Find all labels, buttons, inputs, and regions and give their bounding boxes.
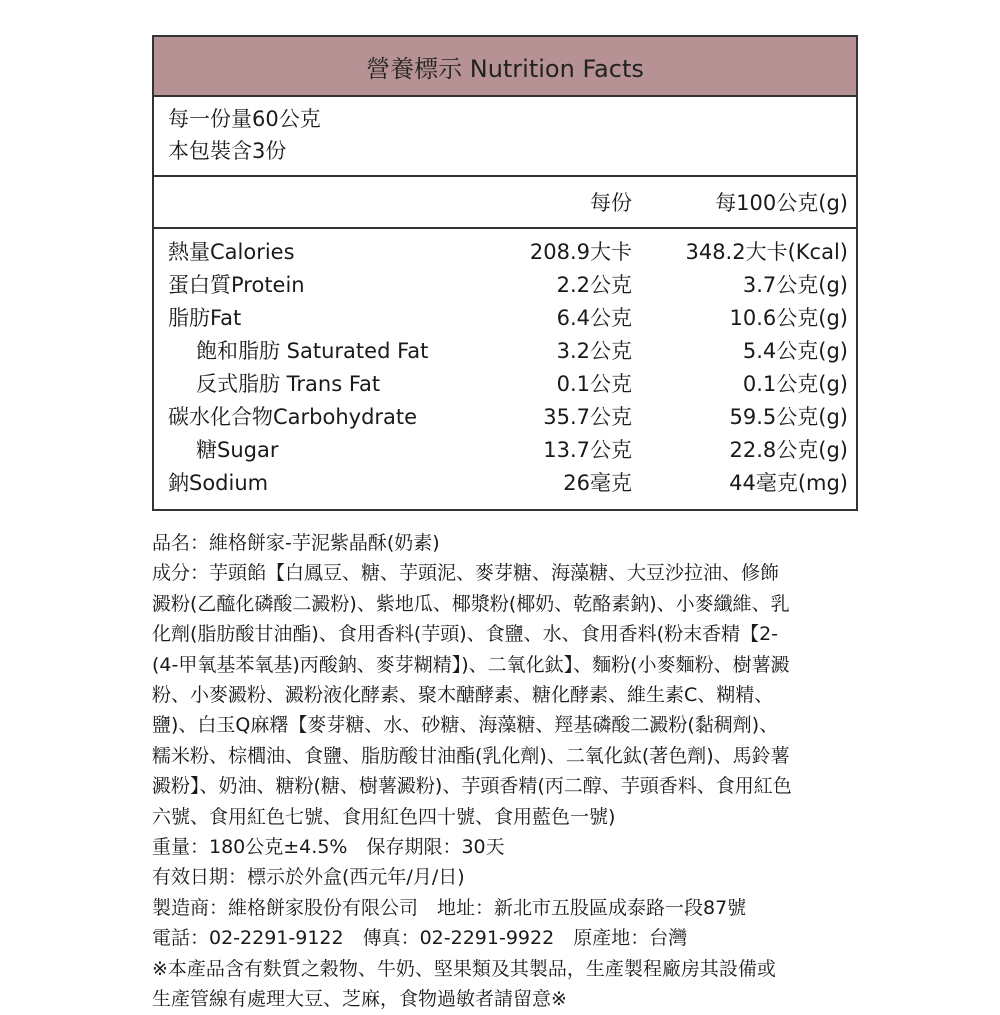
ingredients-line: 糯米粉、棕櫚油、食鹽、脂肪酸甘油酯(乳化劑)、二氧化鈦(著色劑)、馬鈴薯 — [152, 744, 790, 767]
nutrient-per-serving: 3.2公克 — [556, 339, 632, 363]
nutrient-per-serving: 13.7公克 — [543, 438, 632, 462]
nutrient-row-sodium — [154, 467, 856, 500]
ingredients-line: 澱粉(乙醯化磷酸二澱粉)、紫地瓜、椰漿粉(椰奶、乾酪素鈉)、小麥纖維、乳 — [152, 592, 790, 615]
column-per-100g: 每100公克(g) — [715, 191, 848, 215]
nutrition-facts-title: 營養標示 Nutrition Facts — [154, 37, 856, 97]
servings-per-pack: 本包裝含3份 — [168, 139, 287, 163]
nutrient-per-100g: 3.7公克(g) — [742, 273, 848, 297]
nutrient-label: 飽和脂肪 Saturated Fat — [196, 339, 429, 363]
column-headers — [154, 177, 856, 229]
nutrient-label: 熱量Calories — [168, 240, 295, 264]
ingredients-line: 化劑(脂肪酸甘油酯)、食用香料(芋頭)、食鹽、水、食用香料(粉末香精【2- — [152, 623, 779, 646]
nutrient-row-fat — [154, 302, 856, 335]
nutrient-row-carbohydrate — [154, 401, 856, 434]
nutrition-facts-panel — [152, 35, 858, 511]
nutrient-per-serving: 208.9大卡 — [529, 240, 632, 264]
nutrient-row-calories — [154, 236, 856, 269]
column-per-serving: 每份 — [590, 191, 632, 215]
nutrient-label: 反式脂肪 Trans Fat — [196, 372, 381, 396]
ingredients-line: 澱粉】、奶油、糖粉(糖、樹薯澱粉)、芋頭香精(丙二醇、芋頭香料、食用紅色 — [152, 775, 792, 798]
nutrient-per-serving: 6.4公克 — [556, 306, 632, 330]
nutrient-per-100g: 10.6公克(g) — [729, 306, 848, 330]
nutrient-label: 碳水化合物Carbohydrate — [168, 405, 418, 429]
weight-shelf-life-line: 重量：180公克±4.5% 保存期限：30天 — [152, 836, 505, 859]
nutrient-label: 蛋白質Protein — [168, 273, 305, 297]
nutrient-row-trans-fat — [154, 368, 856, 401]
contact-line: 電話：02-2291-9122 傳真：02-2291-9922 原產地：台灣 — [152, 927, 688, 950]
serving-size: 每一份量60公克 — [168, 107, 321, 131]
nutrient-per-serving: 26毫克 — [563, 471, 632, 495]
nutrient-per-100g: 44毫克(mg) — [729, 471, 848, 495]
ingredients-line: (4-甲氧基苯氧基)丙酸鈉、麥芽糊精】)、二氧化鈦】、麵粉(小麥麵粉、樹薯澱 — [152, 653, 790, 676]
product-info — [152, 528, 872, 1015]
expiry-date-line: 有效日期：標示於外盒(西元年/月/日) — [152, 866, 465, 889]
ingredients-line: 六號、食用紅色七號、食用紅色四十號、食用藍色一號) — [152, 805, 616, 828]
product-name-line: 品名：維格餅家-芋泥紫晶酥(奶素) — [152, 532, 440, 554]
nutrient-per-serving: 2.2公克 — [556, 273, 632, 297]
nutrient-label: 脂肪Fat — [168, 306, 242, 330]
ingredients-line: 鹽)、白玉Q麻糬【麥芽糖、水、砂糖、海藻糖、羥基磷酸二澱粉(黏稠劑)、 — [152, 714, 779, 737]
nutrient-per-100g: 22.8公克(g) — [729, 438, 848, 462]
nutrient-row-sugar — [154, 434, 856, 467]
nutrient-row-protein — [154, 269, 856, 302]
nutrient-per-100g: 348.2大卡(Kcal) — [685, 240, 848, 264]
ingredients-line: 成分：芋頭餡【白鳳豆、糖、芋頭泥、麥芽糖、海藻糖、大豆沙拉油、修飾 — [152, 562, 780, 585]
allergen-notice-line: 生產管線有處理大豆、芝麻，食物過敏者請留意※ — [152, 988, 567, 1011]
serving-info — [154, 97, 856, 177]
nutrient-per-100g: 5.4公克(g) — [742, 339, 848, 363]
nutrient-per-serving: 0.1公克 — [556, 372, 632, 396]
nutrient-per-serving: 35.7公克 — [543, 405, 632, 429]
nutrient-label: 糖Sugar — [196, 438, 279, 462]
manufacturer-line: 製造商：維格餅家股份有限公司 地址：新北市五股區成泰路一段87號 — [152, 896, 747, 919]
nutrient-row-saturated-fat — [154, 335, 856, 368]
ingredients-line: 粉、小麥澱粉、澱粉液化酵素、聚木醣酵素、糖化酵素、維生素C、糊精、 — [152, 684, 774, 707]
nutrient-rows — [154, 229, 856, 500]
allergen-notice-line: ※本產品含有麩質之穀物、牛奶、堅果類及其製品，生產製程廠房其設備或 — [152, 957, 776, 980]
nutrient-per-100g: 59.5公克(g) — [729, 405, 848, 429]
nutrient-label: 鈉Sodium — [168, 471, 269, 495]
nutrient-per-100g: 0.1公克(g) — [742, 372, 848, 396]
